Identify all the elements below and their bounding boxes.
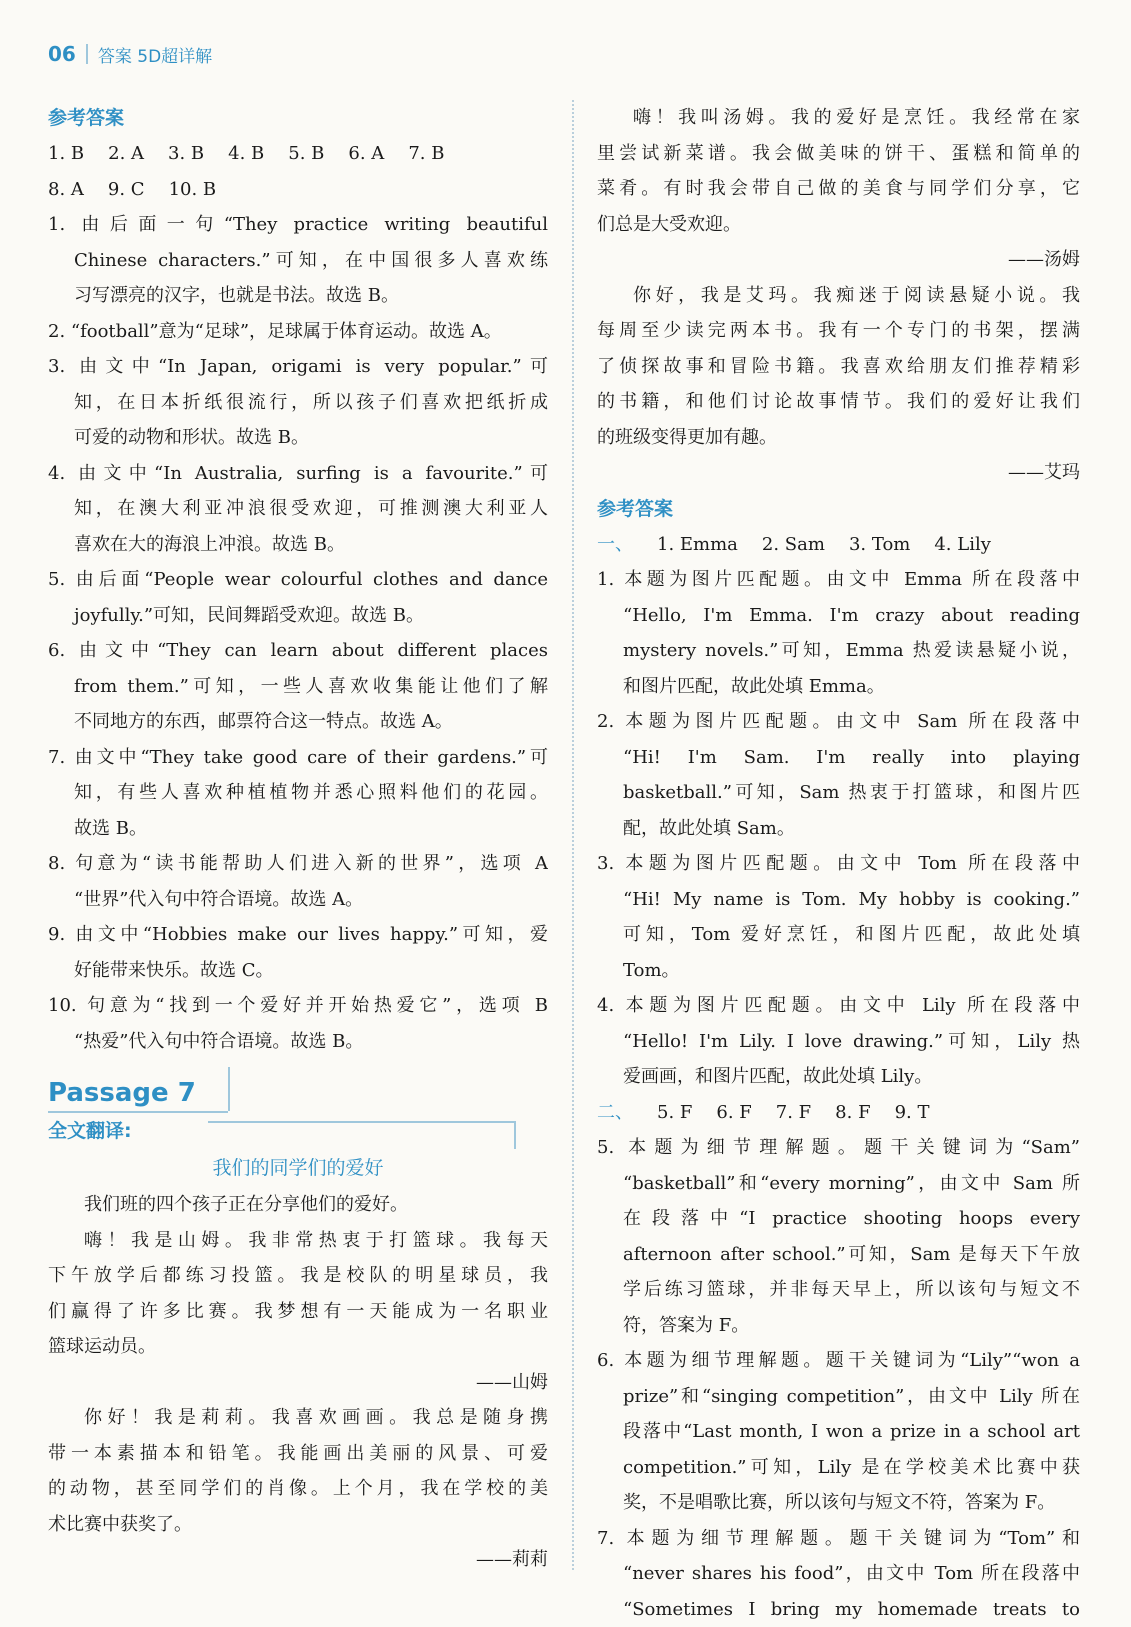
explanation-1: 1. 由后面一句“They practice writing beautiful Chinese characters.”可知，在中国很多人喜欢练 习写漂亮的汉字，也就是书法。故选 B。	[48, 207, 548, 314]
explanation-8: 8. 句意为“读书能帮助人们进入新的世界”，选项 A “世界”代入句中符合语境。故选 A。	[48, 846, 548, 917]
part1-explanation-4: 4. 本题为图片匹配题。由文中 Lily 所在段落中 “Hello! I'm Lily. I love drawing.”可知，Lily 热 爱画画，和图片匹配，故此处填 Lily。	[597, 988, 1080, 1095]
part2-explanation-6: 6. 本题为细节理解题。题干关键词为“Lily”“won a prize”和“singing competition”，由文中 Lily 所在 段落中“Last month, I won a prize in a school art competition.”可知，Lily 是在学校美术比赛中获 奖，不是唱歌比赛，所以该句与短文不符，答案为 F。	[597, 1343, 1080, 1521]
part1-explanation-2: 2. 本题为图片匹配题。由文中 Sam 所在段落中 “Hi! I'm Sam. I'm really into playing basketball.”可知，Sam 热衷于打篮球，和图片匹 配，故此处填 Sam。	[597, 704, 1080, 846]
tom-signature: ——汤姆	[597, 242, 1080, 278]
part1-explanation-3: 3. 本题为图片匹配题。由文中 Tom 所在段落中 “Hi! My name is Tom. My hobby is cooking.” 可知，Tom 爱好烹饪，和图片匹配，故此处填 Tom。	[597, 846, 1080, 988]
lily-paragraph: 你好！我是莉莉。我喜欢画画。我总是随身携 带一本素描本和铅笔。我能画出美丽的风景、可爱 的动物，甚至同学们的肖像。上个月，我在学校的美 术比赛中获奖了。 ——莉莉	[48, 1400, 548, 1578]
explanation-4: 4. 由文中“In Australia, surfing is a favourite.”可 知，在澳大利亚冲浪很受欢迎，可推测澳大利亚人 喜欢在大的海浪上冲浪。故选 B。	[48, 456, 548, 563]
explanation-2: 2. “football”意为“足球”，足球属于体育运动。故选 A。	[48, 314, 548, 350]
translation-heading: 全文翻译:	[48, 1120, 132, 1142]
explanation-9: 9. 由文中“Hobbies make our lives happy.”可知，爱 好能带来快乐。故选 C。	[48, 917, 548, 988]
explanation-7: 7. 由文中“They take good care of their gardens.”可 知，有些人喜欢种植植物并悉心照料他们的花园。 故选 B。	[48, 740, 548, 847]
page-number: 06	[48, 42, 76, 66]
explanation-5: 5. 由后面“People wear colourful clothes and dance joyfully.”可知，民间舞蹈受欢迎。故选 B。	[48, 562, 548, 633]
translation-intro: 我们班的四个孩子正在分享他们的爱好。	[48, 1187, 548, 1223]
emma-signature: ——艾玛	[597, 455, 1080, 491]
part2-answers: 二、 5. F 6. F 7. F 8. F 9. T	[597, 1095, 1080, 1131]
explanation-3: 3. 由文中“In Japan, origami is very popular.”可 知，在日本折纸很流行，所以孩子们喜欢把纸折成 可爱的动物和形状。故选 B。	[48, 349, 548, 456]
answer-row-1: 1. B 2. A 3. B 4. B 5. B 6. A 7. B	[48, 136, 548, 172]
sam-signature: ——山姆	[48, 1365, 548, 1401]
part2-explanation-5: 5. 本题为细节理解题。题干关键词为“Sam” “basketball”和“every morning”，由文中 Sam 所 在段落中“I practice shooting hoops every afternoon after school.”可知，Sam 是每天下午放 学后练习篮球，并非每天早上，所以该句与短文不 符，答案为 F。	[597, 1130, 1080, 1343]
right-column	[597, 100, 1080, 1627]
passage-rule	[228, 1067, 230, 1111]
answers-heading: 参考答案	[48, 100, 548, 136]
part1-explanation-1: 1. 本题为图片匹配题。由文中 Emma 所在段落中 “Hello, I'm Emma. I'm crazy about reading mystery novels.”可知，Emma 热爱读悬疑小说， 和图片匹配，故此处填 Emma。	[597, 562, 1080, 704]
translation-title: 我们的同学们的爱好	[48, 1149, 548, 1187]
part2-explanation-7: 7. 本题为细节理解题。题干关键词为“Tom”和 “never shares his food”，由文中 Tom 所在段落中 “Sometimes I bring my homemade treats to	[597, 1521, 1080, 1627]
sam-paragraph: 嗨！我是山姆。我非常热衷于打篮球。我每天 下午放学后都练习投篮。我是校队的明星球员，我 们赢得了许多比赛。我梦想有一天能成为一名职业 篮球运动员。 ——山姆	[48, 1223, 548, 1401]
translation-rule	[208, 1121, 516, 1149]
lily-signature: ——莉莉	[48, 1542, 548, 1578]
passage-heading	[48, 1073, 548, 1113]
book-title: 答案 5D超详解	[98, 42, 212, 67]
page-header	[48, 40, 212, 68]
answers-heading-2: 参考答案	[597, 491, 1080, 527]
column-divider	[572, 100, 574, 1570]
left-column	[48, 100, 548, 1578]
answer-row-2: 8. A 9. C 10. B	[48, 172, 548, 208]
explanation-6: 6. 由文中“They can learn about different places from them.”可知，一些人喜欢收集能让他们了解 不同地方的东西，邮票符合这一特点。故选 A。	[48, 633, 548, 740]
passage-title: Passage 7	[48, 1078, 196, 1108]
part1-answers: 一、 1. Emma 2. Sam 3. Tom 4. Lily	[597, 527, 1080, 563]
tom-paragraph: 嗨！我叫汤姆。我的爱好是烹饪。我经常在家 里尝试新菜谱。我会做美味的饼干、蛋糕和简单的 菜肴。有时我会带自己做的美食与同学们分享，它 们总是大受欢迎。 ——汤姆	[597, 100, 1080, 278]
translation-header	[48, 1113, 548, 1149]
emma-paragraph: 你好，我是艾玛。我痴迷于阅读悬疑小说。我 每周至少读完两本书。我有一个专门的书架，摆满 了侦探故事和冒险书籍。我喜欢给朋友们推荐精彩 的书籍，和他们讨论故事情节。我们的爱好让我们 的班级变得更加有趣。 ——艾玛	[597, 278, 1080, 491]
header-divider	[86, 44, 88, 64]
explanation-10: 10. 句意为“找到一个爱好并开始热爱它”，选项 B “热爱”代入句中符合语境。故选 B。	[48, 988, 548, 1059]
